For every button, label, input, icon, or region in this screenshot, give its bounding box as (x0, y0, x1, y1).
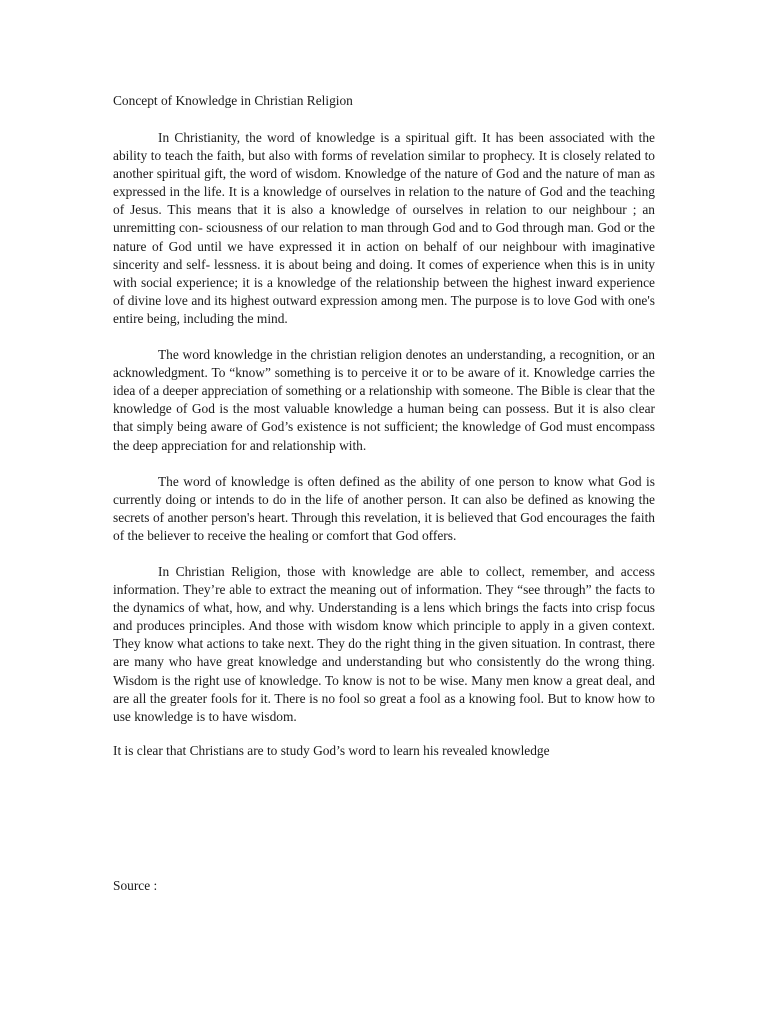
paragraph-1: In Christianity, the word of knowledge is a spiritual gift. It has been associated with the ability to teach the faith, but also with forms of revelation similar to prophecy. It is closely related to another spiritual gift, the word of wisdom. Knowledge of the nature of God and the nature of man as expressed in the life. It is a knowledge of ourselves in relation to the nature of God and the teaching of Jesus. This means that it is also a knowledge of ourselves in relation to our neighbour ; an unremitting con- sciousness of our relation to man through God and to God through man. God or the nature of God until we have expressed it in action on behalf of our neighbour with imaginative sincerity and self- lessness. it is about being and doing. It comes of experience when this is in unity with social experience; it is a knowledge of the relationship between the highest inward experience of divine love and its highest outward expression among men. The purpose is to love God with one's entire being, including the mind. (113, 130, 655, 326)
paragraph-4: In Christian Religion, those with knowledge are able to collect, remember, and access information. They’re able to extract the meaning out of information. They “see through” the facts to the dynamics of what, how, and why. Understanding is a lens which brings the facts into crisp focus and produces principles. And those with wisdom know which principle to apply in a given context. They know what actions to take next. They do the right thing in the given situation. In contrast, there are many who have great knowledge and understanding but who consistently do the wrong thing. Wisdom is the right use of knowledge. To know is not to be wise. Many men know a great deal, and are all the greater fools for it. There is no fool so great a fool as a knowing fool. But to know how to use knowledge is to have wisdom. (113, 563, 655, 724)
paragraph-2: The word knowledge in the christian religion denotes an understanding, a recognition, or an acknowledgment. To “know” something is to perceive it or to be aware of it. Knowledge carries the idea of a deeper appreciation of something or a relationship with someone. The Bible is clear that the knowledge of God is the most valuable knowledge a human being can possess. But it is also clear that simply being aware of God’s existence is not sufficient; the knowledge of God must encompass the deep appreciation for and relationship with. (113, 347, 655, 453)
document-body (113, 92, 655, 760)
source-label: Source : (113, 878, 158, 893)
closing-sentence: It is clear that Christians are to study God’s word to learn his revealed knowledge (113, 742, 550, 758)
paragraph-3: The word of knowledge is often defined as the ability of one person to know what God is currently doing or intends to do in the life of another person. It can also be defined as knowing the secrets of another person's heart. Through this revelation, it is believed that God encourages the faith of the believer to receive the healing or comfort that God offers. (113, 473, 655, 543)
document-title: Concept of Knowledge in Christian Religion (113, 93, 353, 108)
